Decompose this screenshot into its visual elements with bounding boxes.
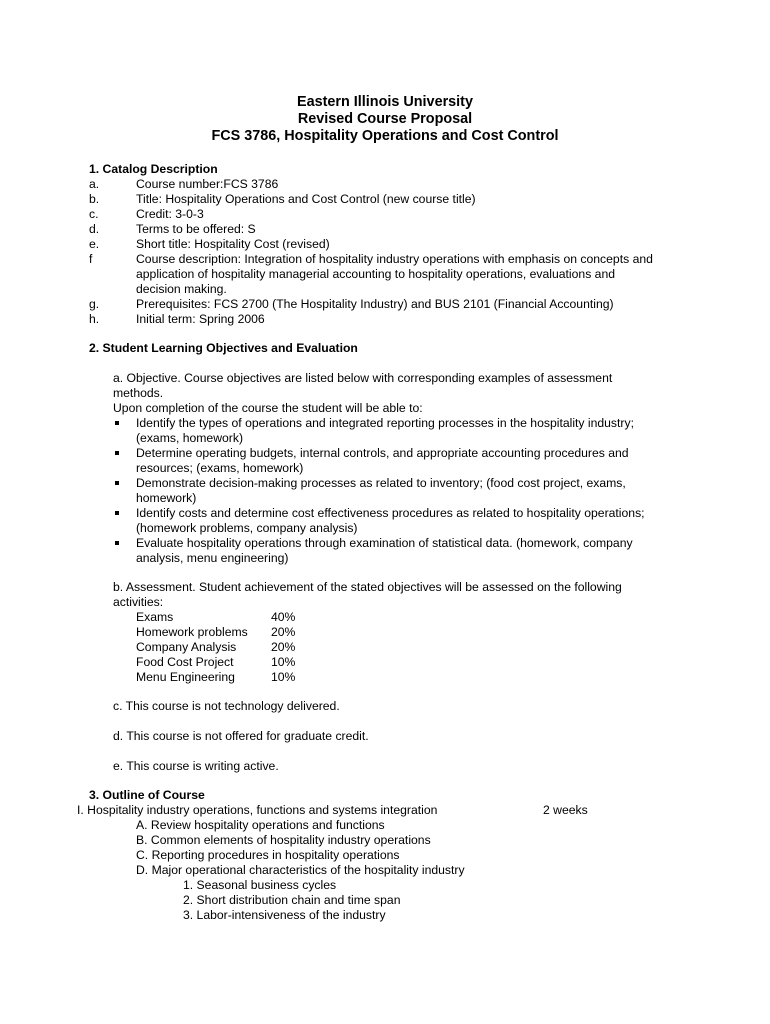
objective-bullet-continued: (exams, homework) <box>136 431 244 445</box>
outline-unit: I. Hospitality industry operations, functions and systems integration <box>77 803 438 817</box>
objective-intro: methods. <box>113 386 164 400</box>
technology-note: c. This course is not technology delivered. <box>113 699 340 713</box>
bullet-icon <box>115 451 119 455</box>
assessment-percent: 40% <box>271 610 296 624</box>
objective-bullet: Evaluate hospitality operations through examination of statistical data. (homework, company <box>136 536 633 550</box>
objective-bullet: Determine operating budgets, internal controls, and appropriate accounting procedures and <box>136 446 629 460</box>
outline-subtopic: B. Common elements of hospitality industry operations <box>136 833 431 847</box>
proposal-title: Revised Course Proposal <box>297 111 473 127</box>
assessment-activity: Menu Engineering <box>136 670 235 684</box>
catalog-item-continued: application of hospitality managerial accounting to hospitality operations, evaluations and <box>136 267 616 281</box>
outline-detail: 1. Seasonal business cycles <box>183 878 337 892</box>
assessment-intro: b. Assessment. Student achievement of the stated objectives will be assessed on the following <box>113 580 622 594</box>
bullet-icon <box>115 541 119 545</box>
assessment-activity: Exams <box>136 610 174 624</box>
catalog-letter: b. <box>89 192 100 206</box>
catalog-item: Short title: Hospitality Cost (revised) <box>136 237 330 251</box>
objective-intro: Upon completion of the course the student will be able to: <box>113 401 423 415</box>
bullet-icon <box>115 421 119 425</box>
assessment-activity: Homework problems <box>136 625 248 639</box>
objective-bullet-continued: (homework problems, company analysis) <box>136 521 358 535</box>
objective-bullet-continued: resources; (exams, homework) <box>136 461 304 475</box>
assessment-percent: 10% <box>271 670 296 684</box>
objective-bullet: Identify the types of operations and integrated reporting processes in the hospitality industry; <box>136 416 634 430</box>
catalog-heading: 1. Catalog Description <box>89 162 218 176</box>
bullet-icon <box>115 481 119 485</box>
objective-bullet-continued: homework) <box>136 491 197 505</box>
outline-subtopic: C. Reporting procedures in hospitality operations <box>136 848 400 862</box>
assessment-intro: activities: <box>113 595 164 609</box>
course-title: FCS 3786, Hospitality Operations and Cost Control <box>211 128 559 144</box>
assessment-percent: 10% <box>271 655 296 669</box>
catalog-item: Initial term: Spring 2006 <box>136 312 265 326</box>
writing-active-note: e. This course is writing active. <box>113 759 279 773</box>
objective-bullet-continued: analysis, menu engineering) <box>136 551 289 565</box>
catalog-item: Terms to be offered: S <box>136 222 256 236</box>
assessment-percent: 20% <box>271 640 296 654</box>
outline-detail: 3. Labor-intensiveness of the industry <box>183 908 386 922</box>
catalog-letter: g. <box>89 297 100 311</box>
catalog-item: Credit: 3-0-3 <box>136 207 204 221</box>
catalog-letter: d. <box>89 222 100 236</box>
assessment-percent: 20% <box>271 625 296 639</box>
outline-subtopic: D. Major operational characteristics of the hospitality industry <box>136 863 465 877</box>
objectives-heading: 2. Student Learning Objectives and Evaluation <box>89 341 358 355</box>
catalog-letter: c. <box>89 207 99 221</box>
outline-subtopic: A. Review hospitality operations and functions <box>136 818 385 832</box>
objective-bullet: Identify costs and determine cost effectiveness procedures as related to hospitality operations; <box>136 506 645 520</box>
catalog-item: Course number:FCS 3786 <box>136 177 279 191</box>
bullet-icon <box>115 511 119 515</box>
outline-heading: 3. Outline of Course <box>89 788 205 802</box>
catalog-item: Course description: Integration of hospitality industry operations with emphasis on concepts and <box>136 252 653 266</box>
objective-bullet: Demonstrate decision-making processes as related to inventory; (food cost project, exams, <box>136 476 626 490</box>
assessment-activity: Company Analysis <box>136 640 237 654</box>
university-title: Eastern Illinois University <box>297 94 473 110</box>
outline-detail: 2. Short distribution chain and time span <box>183 893 401 907</box>
catalog-letter: e. <box>89 237 100 251</box>
catalog-letter: a. <box>89 177 100 191</box>
catalog-letter: f <box>89 252 93 266</box>
objective-intro: a. Objective. Course objectives are listed below with corresponding examples of assessment <box>113 371 613 385</box>
assessment-activity: Food Cost Project <box>136 655 234 669</box>
outline-unit-duration: 2 weeks <box>543 803 588 817</box>
catalog-item-continued: decision making. <box>136 282 227 296</box>
graduate-credit-note: d. This course is not offered for graduate credit. <box>113 729 369 743</box>
catalog-item: Title: Hospitality Operations and Cost Control (new course title) <box>136 192 476 206</box>
catalog-item: Prerequisites: FCS 2700 (The Hospitality Industry) and BUS 2101 (Financial Accounting) <box>136 297 614 311</box>
catalog-letter: h. <box>89 312 100 326</box>
